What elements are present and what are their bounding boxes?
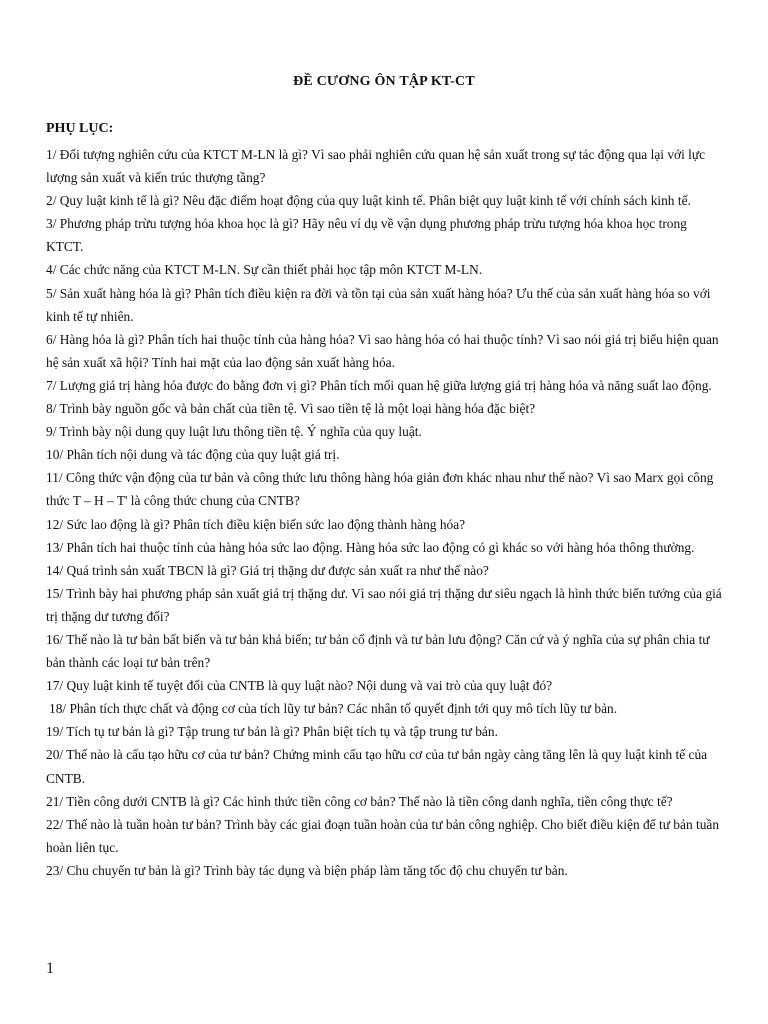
list-item: 11/ Công thức vận động của tư bản và công thức lưu thông hàng hóa giản đơn khác nhau như thế nào? Vì sao Marx gọi công thức T – H – T' là công thức chung của CNTB? bbox=[46, 470, 714, 509]
list-item: 10/ Phân tích nội dung và tác động của quy luật giá trị. bbox=[46, 447, 340, 463]
list-item: 9/ Trình bày nội dung quy luật lưu thông tiền tệ. Ý nghĩa của quy luật. bbox=[46, 424, 422, 440]
list-item: 3/ Phương pháp trừu tượng hóa khoa học là gì? Hãy nêu ví dụ về vận dụng phương pháp trừu tượng hóa khoa học trong KTCT. bbox=[46, 216, 687, 255]
list-item: 13/ Phân tích hai thuộc tính của hàng hóa sức lao động. Hàng hóa sức lao động có gì khác so với hàng hóa thông thường. bbox=[46, 539, 695, 555]
list-item: 18/ Phân tích thực chất và động cơ của tích lũy tư bản? Các nhân tố quyết định tới quy mô tích lũy tư bản. bbox=[49, 701, 618, 717]
list-item: 6/ Hàng hóa là gì? Phân tích hai thuộc tính của hàng hóa? Vì sao hàng hóa có hai thuộc tính? Vì sao nói giá trị biểu hiện quan hệ sản xuất xã hội? Tính hai mặt của lao động sản xuất hàng hóa. bbox=[46, 331, 719, 370]
list-item: 5/ Sản xuất hàng hóa là gì? Phân tích điều kiện ra đời và tồn tại của sản xuất hàng hóa? Ưu thế của sản xuất hàng hóa so với kinh tế tự nhiên. bbox=[46, 285, 711, 324]
page-number: 1 bbox=[46, 960, 54, 977]
list-item: 17/ Quy luật kinh tế tuyệt đối của CNTB là quy luật nào? Nội dung và vai trò của quy luật đó? bbox=[46, 678, 553, 694]
list-item: 14/ Quá trình sản xuất TBCN là gì? Giá trị thặng dư được sản xuất ra như thế nào? bbox=[46, 562, 489, 578]
list-item: 20/ Thế nào là cấu tạo hữu cơ của tư bản? Chứng minh cấu tạo hữu cơ của tư bản ngày càng tăng lên là quy luật kinh tế của CNTB. bbox=[46, 747, 708, 786]
list-item: 19/ Tích tụ tư bản là gì? Tập trung tư bản là gì? Phân biệt tích tụ và tập trung tư bản. bbox=[46, 724, 498, 740]
list-item: 4/ Các chức năng của KTCT M-LN. Sự cần thiết phải học tập môn KTCT M-LN. bbox=[46, 262, 483, 278]
list-item: 1/ Đối tượng nghiên cứu của KTCT M-LN là gì? Vì sao phải nghiên cứu quan hệ sản xuất trong sự tác động qua lại với lực lượng sản xuất và kiến trúc thượng tầng? bbox=[46, 147, 706, 186]
list-item: 7/ Lượng giá trị hàng hóa được đo bằng đơn vị gì? Phân tích mối quan hệ giữa lượng giá trị hàng hóa và năng suất lao động. bbox=[46, 377, 712, 393]
list-item: 15/ Trình bày hai phương pháp sản xuất giá trị thặng dư. Vì sao nói giá trị thặng dư siêu ngạch là hình thức biến tướng của giá trị thặng dư tương đối? bbox=[46, 585, 722, 624]
question-list bbox=[46, 143, 726, 882]
document-title: ĐỀ CƯƠNG ÔN TẬP KT-CT bbox=[293, 74, 475, 89]
list-item: 22/ Thế nào là tuần hoàn tư bản? Trình bày các giai đoạn tuần hoàn của tư bản công nghiệp. Cho biết điều kiện để tư bản tuần hoàn liên tục. bbox=[46, 816, 720, 855]
section-heading: PHỤ LỤC: bbox=[46, 121, 114, 136]
list-item: 8/ Trình bày nguồn gốc và bản chất của tiền tệ. Vì sao tiền tệ là một loại hàng hóa đặc biệt? bbox=[46, 401, 536, 417]
list-item: 23/ Chu chuyển tư bản là gì? Trình bày tác dụng và biện pháp làm tăng tốc độ chu chuyển tư bản. bbox=[46, 862, 568, 878]
list-item: 12/ Sức lao động là gì? Phân tích điều kiện biến sức lao động thành hàng hóa? bbox=[46, 516, 466, 532]
list-item: 16/ Thế nào là tư bản bất biến và tư bản khả biến; tư bản cố định và tư bản lưu động? Căn cứ và ý nghĩa của sự phân chia tư bản thành các loại tư bản trên? bbox=[46, 631, 710, 671]
list-item: 21/ Tiền công dưới CNTB là gì? Các hình thức tiền công cơ bản? Thế nào là tiền công danh nghĩa, tiền công thực tế? bbox=[46, 793, 673, 809]
list-item: 2/ Quy luật kinh tế là gì? Nêu đặc điểm hoạt động của quy luật kinh tế. Phân biệt quy luật kinh tế với chính sách kinh tế. bbox=[46, 193, 691, 209]
